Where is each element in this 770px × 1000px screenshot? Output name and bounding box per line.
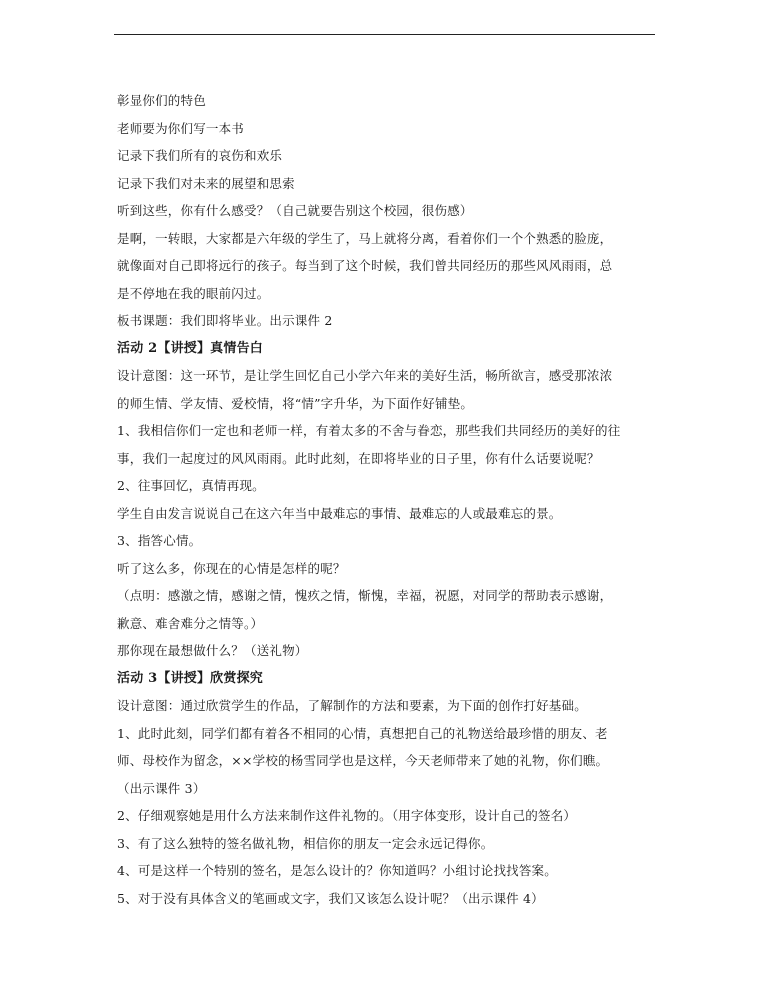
paragraph-line: 彰显你们的特色 — [117, 93, 206, 108]
paragraph-line: 5、对于没有具体含义的笔画或文字，我们又该怎么设计呢？（出示课件 4） — [117, 890, 544, 906]
header-rule — [114, 34, 655, 35]
paragraph-line: 就像面对自己即将远行的孩子。每当到了这个时候，我们曾共同经历的那些风风雨雨，总 — [117, 258, 613, 273]
section-heading: 活动 2【讲授】真情告白 — [117, 340, 263, 356]
document-body — [117, 87, 657, 912]
paragraph-line: 学生自由发言说说自己在这六年当中最难忘的事情、最难忘的人或最难忘的景。 — [117, 505, 562, 521]
paragraph-line: 那你现在最想做什么？（送礼物） — [117, 643, 308, 658]
paragraph-line: 听到这些，你有什么感受？（自己就要告别这个校园，很伤感） — [117, 203, 473, 218]
paragraph-line: 4、可是这样一个特别的签名，是怎么设计的？你知道吗？小组讨论找找答案。 — [117, 863, 557, 878]
paragraph-line: （出示课件 3） — [117, 780, 206, 796]
paragraph-line: 老师要为你们写一本书 — [117, 120, 245, 136]
paragraph-line: 师、母校作为留念，××学校的杨雪同学也是这样，今天老师带来了她的礼物，你们瞧。 — [117, 753, 609, 768]
paragraph-line: 歉意、难舍难分之情等。） — [117, 615, 264, 631]
paragraph-line: 设计意图：这一环节，是让学生回忆自己小学六年来的美好生活，畅所欲言，感受那浓浓 — [117, 368, 613, 383]
paragraph-line: 的师生情、学友情、爱校情，将“情”字升华，为下面作好铺垫。 — [117, 395, 474, 411]
paragraph-line: （点明：感激之情，感谢之情，愧疚之情，惭愧，幸福，祝愿，对同学的帮助表示感谢， — [117, 588, 613, 603]
paragraph-line: 事，我们一起度过的风风雨雨。此时此刻，在即将毕业的日子里，你有什么话要说呢？ — [117, 450, 600, 466]
paragraph-line: 1、我相信你们一定也和老师一样，有着太多的不舍与眷恋，那些我们共同经历的美好的往 — [117, 423, 621, 438]
paragraph-line: 3、指答心情。 — [117, 533, 202, 548]
paragraph-line: 是啊，一转眼，大家都是六年级的学生了，马上就将分离，看着你们一个个熟悉的脸庞， — [117, 230, 613, 246]
paragraph-line: 3、有了这么独特的签名做礼物，相信你的朋友一定会永远记得你。 — [117, 835, 494, 851]
paragraph-line: 2、往事回忆，真情再现。 — [117, 478, 265, 493]
paragraph-line: 是不停地在我的眼前闪过。 — [117, 285, 270, 301]
paragraph-line: 记录下我们所有的哀伤和欢乐 — [117, 148, 283, 163]
paragraph-line: 听了这么多，你现在的心情是怎样的呢？ — [117, 560, 346, 576]
paragraph-line: 设计意图：通过欣赏学生的作品，了解制作的方法和要素，为下面的创作打好基础。 — [117, 698, 587, 713]
section-heading: 活动 3【讲授】欣赏探究 — [117, 670, 263, 686]
paragraph-line: 2、仔细观察她是用什么方法来制作这件礼物的。（用字体变形，设计自己的签名） — [117, 808, 577, 823]
paragraph-line: 1、此时此刻，同学们都有着各不相同的心情，真想把自己的礼物送给最珍惜的朋友、老 — [117, 725, 608, 741]
paragraph-line: 记录下我们对未来的展望和思索 — [117, 175, 295, 191]
paragraph-line: 板书课题：我们即将毕业。出示课件 2 — [117, 313, 333, 328]
